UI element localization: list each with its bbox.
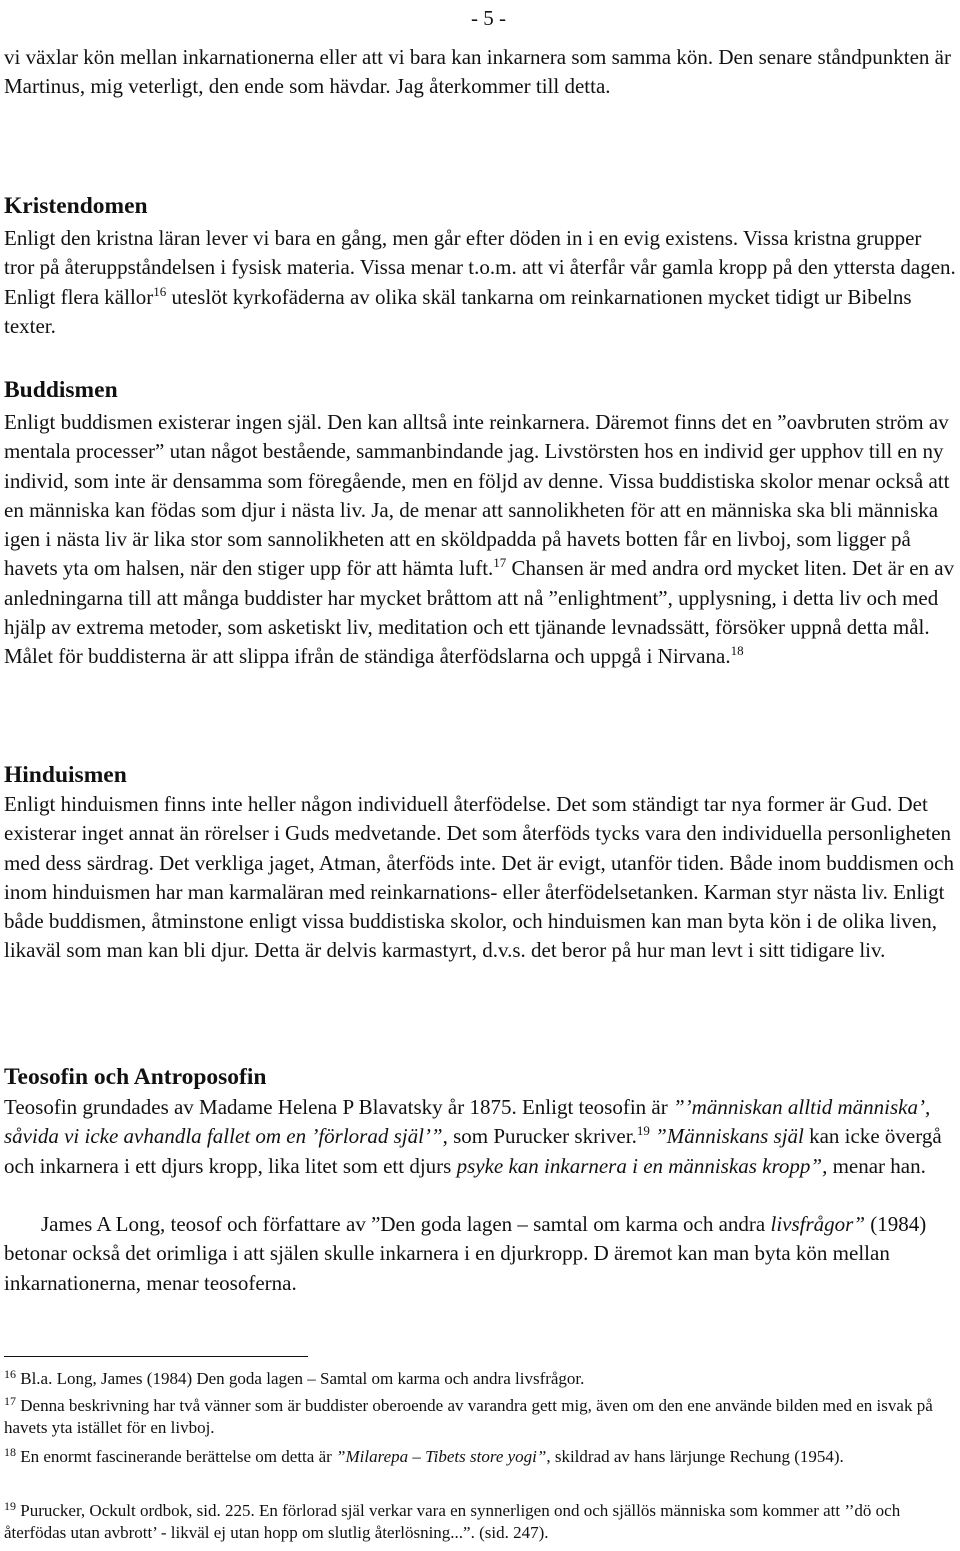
footnote-16 [4, 1368, 956, 1390]
paragraph-teosofin-2 [4, 1210, 956, 1298]
intro-paragraph: vi växlar kön mellan inkarnationerna eller att vi bara kan inkarnera som samma kön. Den senare ståndpunkten är Martinus, mig veterligt, den ende som hävdar. Jag återkommer till detta. [4, 45, 951, 99]
paragraph-teosofin-1 [4, 1093, 956, 1181]
footnote-ref-18: 18 [730, 643, 744, 659]
paragraph-text: menar han. [827, 1153, 926, 1178]
heading-teosofin: Teosofin och Antroposofin [4, 1064, 267, 1090]
paragraph-text: Teosofin grundades av Madame Helena P Blavatsky år 1875. Enligt teosofin är [4, 1095, 673, 1119]
paragraph-text: kan icke övergå och inkarnera i ett djurs kropp, lika litet som ett djurs [4, 1124, 942, 1178]
quote-text: ”Människans själ [649, 1124, 804, 1149]
footnote-ref-16: 16 [153, 283, 167, 299]
footnote-text: Bl.a. Long, James (1984) Den goda lagen – Samtal om karma och andra livsfrågor. [20, 1369, 585, 1388]
footnote-italic-text: ”Milarepa – Tibets store yogi” [336, 1447, 547, 1466]
book-title-text: livsfrågor” [770, 1212, 866, 1236]
footnote-number: 18 [4, 1445, 16, 1459]
paragraph-text: Enligt den kristna läran lever vi bara en gång, men går efter döden in i en evig existens. Vissa kristna grupper tror på återuppståndelsen i fysisk materia. Vissa menar t.o.m. att vi återfår vår gamla kropp på den yttersta dagen. Enligt flera källor [4, 226, 956, 309]
footnote-number: 19 [4, 1499, 16, 1513]
paragraph-text: uteslöt kyrkofäderna av olika skäl tankarna om reinkarnationen mycket tidigt ur Bibelns texter. [4, 284, 912, 338]
heading-buddismen: Buddismen [4, 377, 118, 403]
footnote-text: , skildrad av hans lärjunge Rechung (1954). [546, 1447, 844, 1466]
footnote-ref-19: 19 [636, 1123, 650, 1139]
footnote-17 [4, 1395, 956, 1438]
footnote-number: 16 [4, 1367, 16, 1381]
heading-kristendomen: Kristendomen [4, 193, 148, 219]
heading-hinduismen: Hinduismen [4, 762, 127, 788]
quote-text: ”’människan alltid människa’, såvida vi icke avhandla fallet om en ’förlorad själ’” [4, 1095, 931, 1149]
footnote-number: 17 [4, 1394, 16, 1408]
page-number: - 5 - [471, 6, 506, 30]
footnote-ref-17: 17 [493, 555, 507, 571]
footnote-text: En enormt fascinerande berättelse om detta är [20, 1447, 337, 1466]
footnote-19 [4, 1500, 956, 1543]
paragraph-text: , som Purucker skriver. [442, 1124, 637, 1149]
footnote-18 [4, 1446, 956, 1468]
paragraph-text: Enligt buddismen existerar ingen själ. Den kan alltså inte reinkarnera. Däremot finns det en ”oavbruten ström av mentala processer” utan något bestående, sammanbindande jag. Livstörsten hos en individ ger upphov till en ny individ, som inte är densamma som föregående, men en följd av denne. Vissa buddistiska skolor menar också att en människa kan födas som djur i nästa liv. Ja, de menar att sannolikheten för att en människa ska bli människa igen i nästa liv är lika stor som sannolikheten att en sköldpadda på havets botten får en livboj, som ligger på havets yta om halsen, när den stiger upp för att hämta luft. [4, 410, 950, 581]
footnote-text: Denna beskrivning har två vänner som är buddister oberoende av varandra gett mig, även om den ene använde bilden med en isvak på havets yta istället för en livboj. [4, 1396, 933, 1437]
footnote-text: Purucker, Ockult ordbok, sid. 225. En förlorad själ verkar vara en synnerligen ond och själlös människa som kommer att ’’dö och återfödas utan avbrott’ - likväl ej utan hopp om slutlig återlösning...”. (sid. 247). [4, 1501, 901, 1542]
paragraph-hinduismen: Enligt hinduismen finns inte heller någon individuell återfödelse. Det som ständigt tar nya former är Gud. Det existerar inget annat än rörelser i Guds medvetande. Det som återföds tycks vara den individuella personligheten med dess särdrag. Det verkliga jaget, Atman, återföds inte. Det är evigt, utanför tiden. Både inom buddismen och inom hinduismen har man karmaläran med reinkarnations- eller återfödelsetanken. Karman styr nästa liv. Enligt både buddismen, åtminstone enligt vissa buddistiska skolor, och hinduismen kan man byta kön i de olika liven, likaväl som man kan bli djur. Detta är delvis karmastyrt, d.v.s. det beror på hur man levt i sitt tidigare liv. [4, 792, 954, 963]
paragraph-text: James A Long, teosof och författare av ”Den goda lagen – samtal om karma och andra [41, 1212, 771, 1236]
quote-text: psyke kan inkarnera i en människas kropp”, [456, 1153, 828, 1178]
paragraph-text: Chansen är med andra ord mycket liten. Det är en av anledningarna till att många buddister har mycket bråttom att nå ”enlightment”, upplysning, i detta liv och med hjälp av extrema metoder, som asketiskt liv, meditation och ett tjänande levnadssätt, försöker uppnå detta mål. Målet för buddisterna är att slippa ifrån de ständiga återfödslarna och uppgå i Nirvana. [4, 556, 955, 669]
paragraph-kristendomen [4, 224, 956, 341]
paragraph-text: (1984) betonar också det orimliga i att själen skulle inkarnera i en djurkropp. D äremot kan man byta kön mellan inkarnationerna, menar teosoferna. [4, 1212, 927, 1295]
paragraph-buddismen [4, 408, 956, 672]
footnote-divider [4, 1356, 308, 1357]
